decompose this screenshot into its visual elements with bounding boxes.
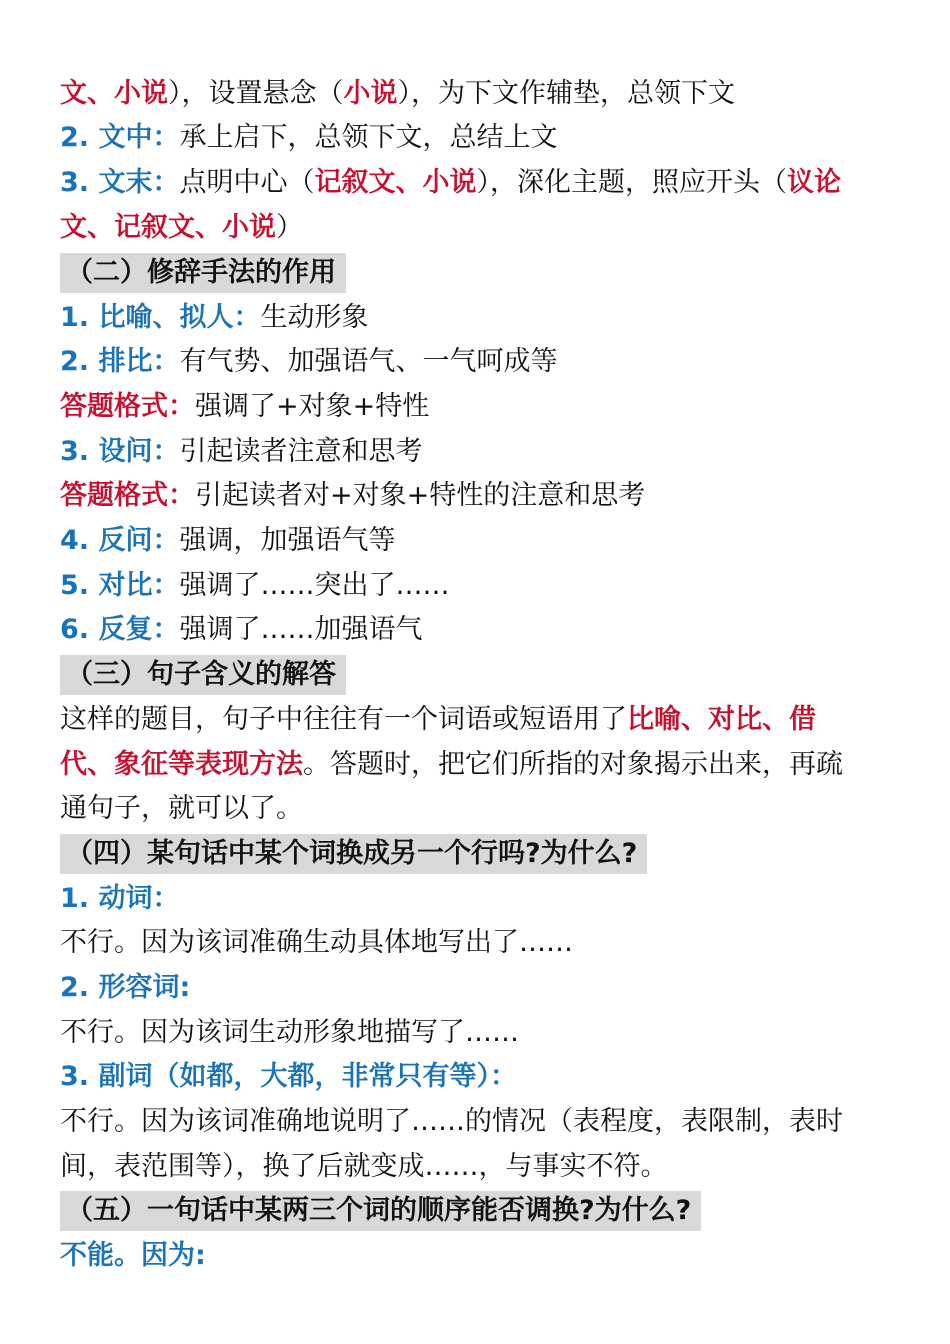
body-text: 不行。因为该词准确生动具体地写出了…… [60, 927, 573, 958]
answer-format [60, 476, 910, 516]
list-item [60, 298, 910, 338]
body-text: ） [276, 212, 303, 243]
list-item [60, 432, 910, 472]
list-item [60, 521, 910, 561]
body-text: 有气势、加强语气、一气呵成等 [179, 346, 558, 377]
highlight-text: 代、象征等表现方法 [60, 749, 303, 780]
format-label: 答题格式： [60, 480, 195, 511]
item-label: 6. 反复： [60, 614, 180, 645]
body-text: 引起读者注意和思考 [179, 436, 423, 467]
list-item [60, 342, 910, 382]
body-text: 不行。因为该词生动形象地描写了…… [60, 1017, 519, 1048]
list-item [60, 968, 910, 1008]
paragraph-line [60, 1102, 910, 1142]
item-label: 3. 文末： [60, 167, 180, 198]
highlight-text: 议论 [786, 167, 841, 198]
item-label: 3. 设问： [60, 436, 180, 467]
format-label: 答题格式： [60, 391, 195, 422]
section-heading-2: （二）修辞手法的作用 [60, 253, 346, 293]
paragraph-line [60, 700, 910, 740]
highlight-text: 小说 [343, 78, 398, 109]
item-label: 2. 文中： [60, 122, 180, 153]
item-label: 不能。因为: [60, 1240, 206, 1271]
section-heading-3: （三）句子含义的解答 [60, 655, 346, 695]
item-label: 2. 形容词: [60, 972, 191, 1003]
list-item [60, 566, 910, 606]
section-heading-5: （五）一句话中某两三个词的顺序能否调换?为什么? [60, 1191, 701, 1231]
body-text: 强调了……突出了…… [179, 570, 450, 601]
intro-line-2 [60, 118, 910, 158]
item-label: 3. 副词（如都，大都，非常只有等）： [60, 1061, 517, 1092]
body-text: 强调了+对象+特性 [195, 391, 430, 422]
body-text: 间，表范围等），换了后就变成……，与事实不符。 [60, 1151, 668, 1182]
highlight-text: 文、记叙文、小说 [60, 212, 276, 243]
body-text: 。答题时，把它们所指的对象揭示出来，再疏 [303, 749, 843, 780]
paragraph-line [60, 1013, 910, 1053]
list-item [60, 1236, 910, 1276]
list-item [60, 1057, 910, 1097]
paragraph-line [60, 1147, 910, 1187]
highlight-text: 记叙文、小说 [314, 167, 477, 198]
list-item [60, 610, 910, 650]
list-item [60, 879, 910, 919]
section-heading-4: （四）某句话中某个词换成另一个行吗?为什么? [60, 834, 647, 874]
item-label: 1. 比喻、拟人： [60, 302, 261, 333]
body-text: ），设置悬念（ [168, 78, 344, 109]
paragraph-line [60, 789, 910, 829]
paragraph-line [60, 923, 910, 963]
item-label: 1. 动词： [60, 883, 180, 914]
body-text: 点明中心（ [179, 167, 315, 198]
body-text: 承上启下，总领下文，总结上文 [179, 122, 558, 153]
answer-format [60, 387, 910, 427]
body-text: 强调了……加强语气 [179, 614, 423, 645]
item-label: 5. 对比： [60, 570, 180, 601]
body-text: 这样的题目，句子中往往有一个词语或短语用了 [60, 704, 627, 735]
intro-line-1 [60, 74, 910, 114]
item-label: 2. 排比： [60, 346, 180, 377]
body-text: 强调，加强语气等 [179, 525, 396, 556]
item-label: 4. 反问： [60, 525, 180, 556]
body-text: 生动形象 [260, 302, 369, 333]
highlight-text: 比喻、对比、借 [627, 704, 816, 735]
body-text: 不行。因为该词准确地说明了……的情况（表程度，表限制，表时 [60, 1106, 843, 1137]
intro-line-4 [60, 208, 910, 248]
body-text: ），深化主题，照应开头（ [476, 167, 787, 198]
body-text: 引起读者对+对象+特性的注意和思考 [195, 480, 646, 511]
intro-line-3 [60, 163, 910, 203]
body-text: ），为下文作辅垫，总领下文 [397, 78, 735, 109]
paragraph-line [60, 745, 910, 785]
body-text: 通句子，就可以了。 [60, 793, 303, 824]
highlight-text: 文、小说 [60, 78, 168, 109]
